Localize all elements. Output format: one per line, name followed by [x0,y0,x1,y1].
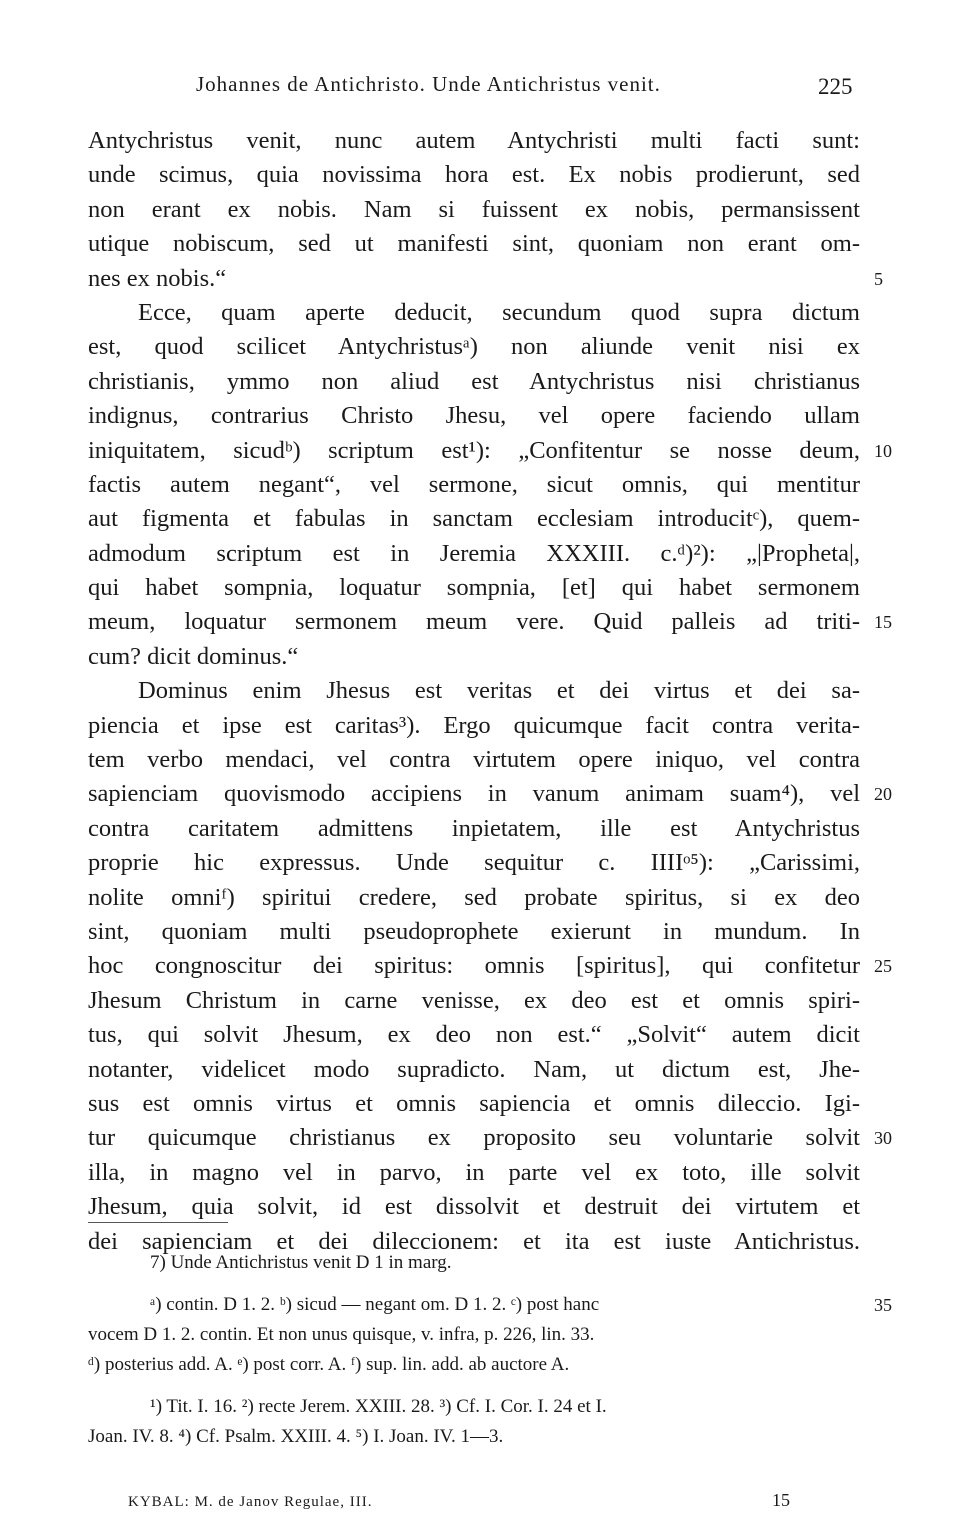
text-line: iniquitatem, sicudᵇ) scriptum est¹): „Confitentur se nosse deum, 10 [88,434,860,468]
footnote-line: ᵈ) posterius add. A. ᵉ) post corr. A. ᶠ) sup. lin. add. ab auctore A. [88,1354,570,1375]
text-line: piencia et ipse est caritas³). Ergo quicumque facit contra verita- [88,711,860,739]
footnote-rule [88,1222,228,1223]
text-line: Ecce, quam aperte deducit, secundum quod supra dictum [138,298,860,326]
text-line: unde scimus, quia novissima hora est. Ex nobis prodierunt, sed [88,161,860,189]
page-number: 225 [818,74,853,99]
text-line: admodum scriptum est in Jeremia XXXIII. c.ᵈ)²): „|Propheta|, [88,539,860,567]
line-number: 25 [874,956,892,977]
page-header [0,72,960,102]
text-line: tem verbo mendaci, vel contra virtutem opere iniquo, vel contra [88,746,860,774]
footnote-line: vocem D 1. 2. contin. Et non unus quisque, v. infra, p. 226, lin. 33. [88,1324,595,1345]
footnote-line: 7) Unde Antichristus venit D 1 in marg. [150,1252,452,1273]
main-text [88,124,892,1259]
text-line: proprie hic expressus. Unde sequitur c. IIIIᵒ⁵): „Carissimi, [88,849,860,877]
text-line: sapienciam quovismodo accipiens in vanum animam suam⁴), vel 20 [88,777,860,811]
text-line: aut figmenta et fabulas in sanctam ecclesiam introducitᶜ), quem- [88,505,860,533]
text-line: nes ex nobis.“ 5 [88,262,860,296]
line-number: 30 [874,1128,892,1149]
text-line: contra caritatem admittens inpietatem, ille est Antychristus [88,814,860,842]
footnote-line: Joan. IV. 8. ⁴) Cf. Psalm. XXIII. 4. ⁵) I. Joan. IV. 1—3. [88,1426,504,1447]
text-line: tur quicumque christianus ex proposito seu voluntarie solvit 30 [88,1121,860,1155]
signature-mark: 15 [772,1490,790,1510]
text-line: tus, qui solvit Jhesum, ex deo non est.“ „Solvit“ autem dicit [88,1021,860,1049]
text-line: sus est omnis virtus et omnis sapiencia et omnis dileccio. Igi- [88,1089,860,1117]
text-line: meum, loquatur sermonem meum vere. Quid palleis ad triti- 15 [88,605,860,639]
line-number: 5 [874,268,883,289]
line-number: 20 [874,784,892,805]
text-line: nolite omniᶠ) spiritui credere, sed probate spiritus, si ex deo [88,883,860,911]
printer-imprint: KYBAL: M. de Janov Regulae, III. [128,1494,373,1510]
text-line: cum? dicit dominus.“ [88,642,299,670]
text-line: qui habet sompnia, loquatur sompnia, [et] qui habet sermonem [88,574,860,602]
text-line: notanter, videlicet modo supradicto. Nam, ut dictum est, Jhe- [88,1055,860,1083]
text-line: Antychristus venit, nunc autem Antychristi multi facti sunt: [88,127,860,154]
text-line: non erant ex nobis. Nam si fuissent ex nobis, permansissent [88,195,860,223]
text-line: illa, in magno vel in parvo, in parte vel ex toto, ille solvit [88,1158,860,1186]
text-line: Jhesum Christum in carne venisse, ex deo est et omnis spiri- [88,986,860,1014]
text-line: utique nobiscum, sed ut manifesti sint, quoniam non erant om- [88,230,860,258]
text-line: dei sapienciam et dei dileccionem: et ita est iuste Antichristus. [88,1227,860,1255]
text-line: christianis, ymmo non aliud est Antychristus nisi christianus [88,367,860,395]
footnotes [88,1248,892,1452]
text-line: Dominus enim Jhesus est veritas et dei virtus et dei sa- [138,677,860,705]
line-number: 35 [874,1295,892,1315]
text-line: hoc congnoscitur dei spiritus: omnis [spiritus], qui confitetur 25 [88,949,860,983]
text-line: indignus, contrarius Christo Jhesu, vel opere faciendo ullam [88,402,860,430]
text-line: sint, quoniam multi pseudoprophete exierunt in mundum. In [88,917,860,945]
text-line: factis autem negant“, vel sermone, sicut omnis, qui mentitur [88,470,860,498]
running-head: Johannes de Antichristo. Unde Antichristus venit. [196,72,661,96]
line-number: 15 [874,612,892,633]
footnote-line: ¹) Tit. I. 16. ²) recte Jerem. XXIII. 28. ³) Cf. I. Cor. I. 24 et I. [150,1396,607,1417]
text-line: est, quod scilicet Antychristusᵃ) non aliunde venit nisi ex [88,333,860,361]
footnote-line: ᵃ) contin. D 1. 2. ᵇ) sicud — negant om. D 1. 2. ᶜ) post hanc 35 [88,1290,860,1320]
line-number: 10 [874,440,892,461]
text-line: Jhesum, quia solvit, id est dissolvit et destruit dei virtutem et [88,1193,860,1221]
